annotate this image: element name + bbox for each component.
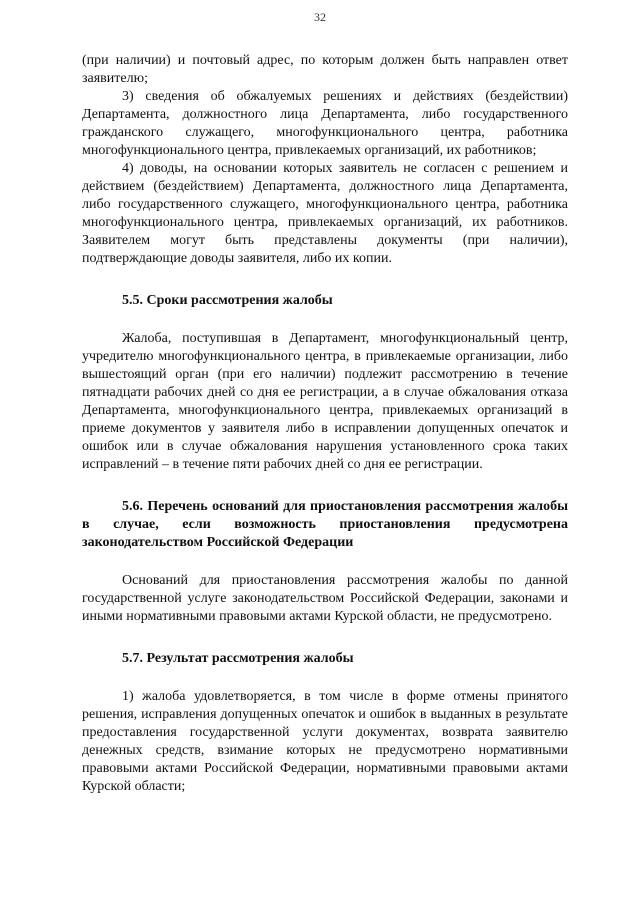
spacer — [82, 668, 568, 688]
spacer — [82, 474, 568, 498]
paragraph-review-terms: Жалоба, поступившая в Департамент, многофункциональный центр, учредителю многофункционального центра, в привлекаемые организации, либо вышестоящий орган (при его наличии) подлежит рассмотрению в течение пятнадцати рабочих дней со дня ее регистрации, а в случае обжалования отказа Департамента, многофункционального центра, привлекаемых организаций в приеме документов у заявителя либо в исправлении допущенных опечаток и ошибок или в случае обжалования нарушения установленного срока таких исправлений – в течение пяти рабочих дней со дня ее регистрации. — [82, 331, 568, 472]
paragraph-item-3: 3) сведения об обжалуемых решениях и действиях (бездействии) Департамента, должностного лица Департамента, либо государственного гражданского служащего, многофункционального центра, работника многофункционального центра, привлекаемых организаций, их работников; — [82, 89, 568, 158]
paragraph-item-4: 4) доводы, на основании которых заявитель не согласен с решением и действием (бездействием) Департамента, должностного лица Департамента, либо государственного служащего, многофункционального центра, работника многофункционального центра, привлекаемых организаций, их работников. Заявителем могут быть представлены документы (при наличии), подтверждающие доводы заявителя, либо их копии. — [82, 161, 568, 266]
spacer — [82, 268, 568, 292]
paragraph-result-1: 1) жалоба удовлетворяется, в том числе в форме отмены принятого решения, исправления допущенных опечаток и ошибок в выданных в результате предоставления государственной услуги документах, возврата заявителю денежных средств, взимание которых не предусмотрено нормативными правовыми актами Российской Федерации, нормативными правовыми актами Курской области; — [82, 689, 568, 794]
paragraph-no-suspension: Оснований для приостановления рассмотрения жалобы по данной государственной услуге законодательством Российской Федерации, законами и иными нормативными правовыми актами Курской области, не предусмотрено. — [82, 573, 568, 624]
page-number: 32 — [314, 10, 326, 24]
spacer — [82, 626, 568, 650]
section-heading-5-7: 5.7. Результат рассмотрения жалобы — [122, 651, 354, 666]
section-heading-5-5: 5.5. Сроки рассмотрения жалобы — [122, 293, 333, 308]
section-heading-5-6: 5.6. Перечень оснований для приостановления рассмотрения жалобы в случае, если возможность приостановления предусмотрена законодательством Российской Федерации — [82, 499, 568, 550]
paragraph-contact-address: (при наличии) и почтовый адрес, по которым должен быть направлен ответ заявителю; — [82, 53, 568, 86]
document-body — [82, 52, 568, 796]
spacer — [82, 552, 568, 572]
spacer — [82, 310, 568, 330]
